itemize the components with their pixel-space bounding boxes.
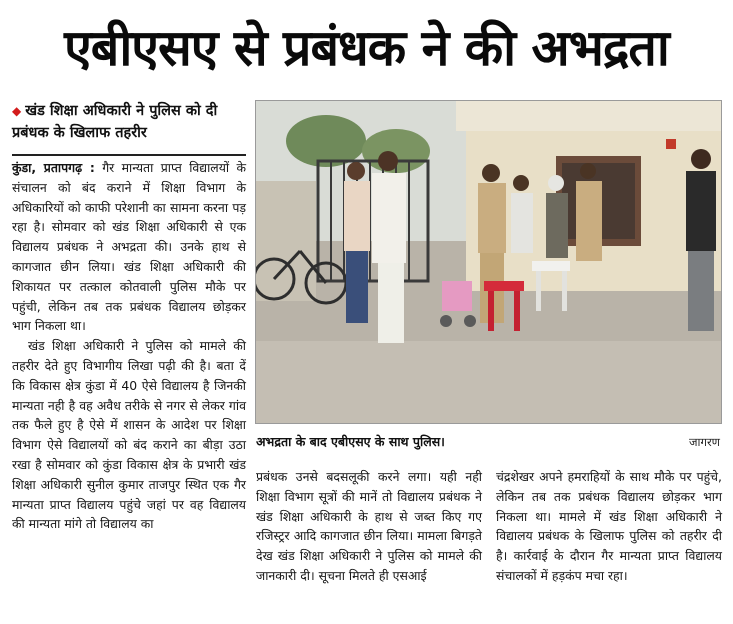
article-paragraph-1 (12, 158, 246, 336)
subheadline (12, 100, 246, 144)
article-paragraph-2: खंड शिक्षा अधिकारी ने पुलिस को मामले की तहरीर देते हुए विभागीय लिखा पढ़ी की है। बता दें कि विकास क्षेत्र कुंडा में 40 ऐसे विद्यालय है जिनकी मान्यता नही है वह अवैध तरीके से नगर से लेकर गांव तक फैले हुए है ऐसे में शासन के आदेश पर शिक्षा विभाग ऐसे विद्यालयों को बंद कराने का बीड़ा उठा रखा है सोमवार को कुंडा विकास क्षेत्र के प्रभारी खंड शिक्षा अधिकारी सुनील कुमार ताजपुर स्थित एक गैर मान्यता प्राप्त विद्यालय पहुंचे जहां पर वह विद्यालय की मान्यता मांगे तो विद्यालय का (12, 338, 246, 532)
column-3-text: चंद्रशेखर अपने हमराहियों के साथ मौके पर पहुंचे, लेकिन तब तक प्रबंधक विद्यालय छोड़कर भाग निकला था। मामले में खंड शिक्षा अधिकारी ने विद्यालय प्रबंधक के खिलाफ पुलिस को तहरीर दी है। कार्रवाई के दौरान गैर मान्यता प्राप्त विद्यालय संचालकों में हड़कंप मचा रहा। (496, 469, 722, 583)
column-2-text: प्रबंधक उनसे बदसलूकी करने लगा। यही नही शिक्षा विभाग सूत्रों की मानें तो विद्यालय प्रबंधक ने खंड शिक्षा अधिकारी के हाथ से जब्त किए गए रजिस्ट्रर आदि कागजात छीन लिया। मामला बिगड़ते देख खंड शिक्षा अधिकारी ने पुलिस को मामले की जानकारी दी। सूचना मिलते ही एसआई (256, 469, 482, 583)
photo-credit: जागरण (688, 435, 720, 449)
article-column-2 (256, 467, 482, 586)
headline: एबीएसए से प्रबंधक ने की अभद्रता (64, 19, 669, 77)
diamond-bullet-icon: ◆ (12, 104, 22, 118)
paragraph-1-text: गैर मान्यता प्राप्त विद्यालयों के संचालन को बंद कराने में शिक्षा विभाग के अधिकारियों को काफी परेशानी का सामना करना पड़ रहा है। सोमवार को खंड शिक्षा अधिकारी से एक विद्यालय प्रबंधक ने अभद्रता की। उनके हाथ से कागजात छीन लिया। खंड शिक्षा अधिकारी की शिकायत पर तत्काल कोतवाली पुलिस मौके पर पहुंची, लेकिन तब तक प्रबंधक विद्यालय छोड़कर भाग निकला था। (12, 160, 246, 334)
subheadline-text: खंड शिक्षा अधिकारी ने पुलिस को दी प्रबंधक के खिलाफ तहरीर (12, 103, 218, 141)
article-column-1 (12, 158, 246, 534)
subhead-divider (12, 154, 246, 156)
news-photo (255, 100, 722, 424)
photo-caption: अभद्रता के बाद एबीएसए के साथ पुलिस। (256, 434, 445, 449)
dateline: कुंडा, प्रतापगढ़ : (12, 160, 95, 175)
article-column-3 (496, 467, 722, 586)
